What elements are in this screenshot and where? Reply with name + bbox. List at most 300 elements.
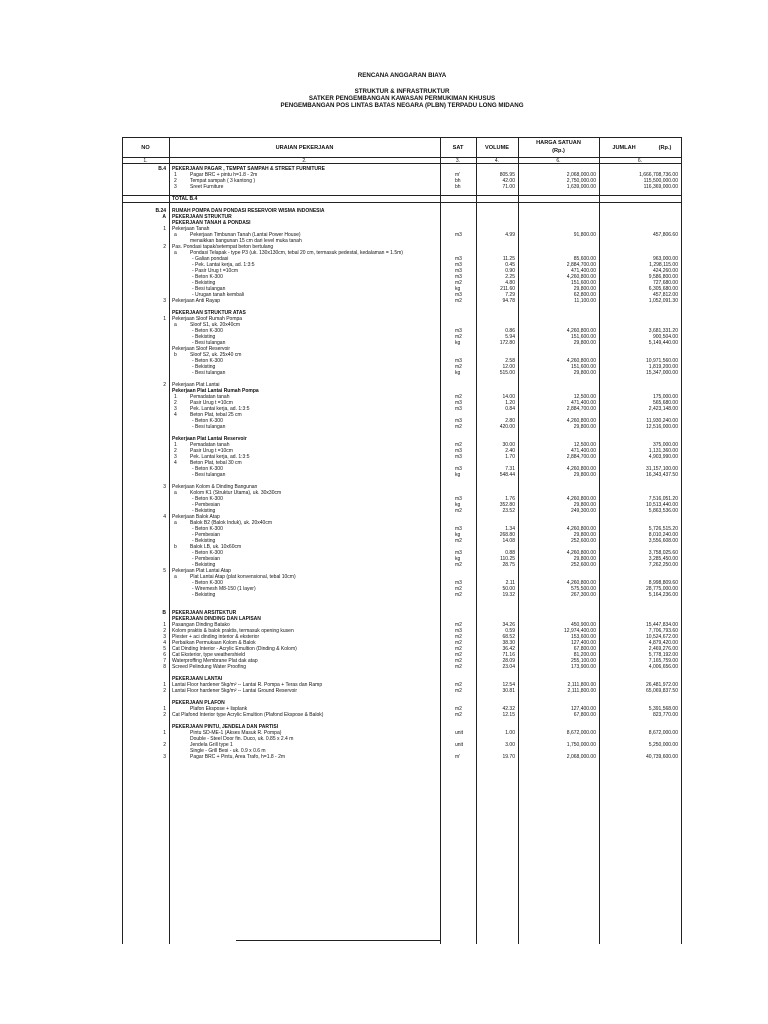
row-unit: m2 — [455, 664, 462, 670]
row-description: Pemadatan tanah — [190, 394, 230, 400]
row-item-letter: 3 — [163, 754, 166, 760]
row-description: Single - Grill Besi - uk. 0.9 x 0.6 m — [190, 748, 266, 754]
row-unit-price: 127,400.00 — [570, 706, 596, 712]
row-total: 424,260.00 — [652, 268, 678, 274]
row-description: Kolom praktis & balok praktis, termasuk opening kusen — [172, 628, 294, 634]
row-item-num: a — [174, 232, 177, 238]
row-unit-price: 29,800.00 — [573, 556, 596, 562]
row-description: Pekerjaan Kolom & Dinding Bangunan — [172, 484, 258, 490]
row-description: Pekerjaan Tanah — [172, 226, 210, 232]
row-description: Pondasi Telapak - type P3 (uk. 130x130cm, tebal 20 cm, termasuk pedestal, kedalaman = 1.5m) — [190, 250, 403, 256]
row-unit: m3 — [455, 232, 462, 238]
row-volume: 420.00 — [499, 424, 515, 430]
row-description: menaikkan bangunan 15 cm dari level muka tanah — [190, 238, 302, 244]
col-index-harga: 6. — [556, 158, 561, 164]
row-item-letter: 7 — [163, 658, 166, 664]
row-description: Pek. Lantai kerja, ad. 1:3:5 — [190, 406, 250, 412]
doc-subtitle: STRUKTUR & INFRASTRUKTUR — [354, 88, 450, 95]
row-item-num: a — [174, 520, 177, 526]
row-description: Balok B2 (Balok Induk), uk. 20x40cm — [190, 520, 272, 526]
row-item-letter: 2 — [163, 382, 166, 388]
row-unit-price: 252,600.00 — [570, 562, 596, 568]
row-total: 565,680.00 — [652, 400, 678, 406]
row-volume: 2.80 — [505, 418, 515, 424]
row-description: - Beton K-300 — [192, 328, 223, 334]
row-unit: kg — [455, 532, 461, 538]
row-total: 15,347,000.00 — [646, 370, 678, 376]
row-section-no: B.4 — [158, 166, 166, 172]
row-volume: 1.00 — [505, 730, 515, 736]
row-unit: m2 — [455, 658, 462, 664]
row-volume: 2.40 — [505, 448, 515, 454]
row-description: Sreet Furniture — [190, 184, 224, 190]
row-total: 5,164,236.00 — [648, 592, 678, 598]
row-volume: 19.70 — [502, 754, 515, 760]
row-item-letter: 8 — [163, 664, 166, 670]
row-unit-price: 471,400.00 — [570, 268, 596, 274]
row-description: Pekerjaan Plat Lantai — [172, 382, 220, 388]
row-unit: m2 — [455, 640, 462, 646]
row-description: - Beton K-300 — [192, 550, 223, 556]
row-total: 457,812.00 — [652, 292, 678, 298]
row-unit: m2 — [455, 424, 462, 430]
row-unit-price: 29,800.00 — [573, 532, 596, 538]
row-description: Pekerjaan Sloof Reservoir — [172, 346, 231, 352]
row-unit-price: 2,111,800.00 — [567, 682, 596, 688]
row-description: PEKERJAAN STRUKTUR — [172, 214, 232, 220]
row-description: Beton Plat, tebal 25 cm — [190, 412, 242, 418]
row-unit-price: 151,600.00 — [570, 364, 596, 370]
row-unit-price: 2,068,000.00 — [566, 754, 596, 760]
row-unit-price: 12,974,400.00 — [564, 628, 596, 634]
row-description: Balok LB, uk. 10x60cm — [190, 544, 242, 550]
row-unit-price: 249,300.00 — [570, 508, 596, 514]
row-unit-price: 29,800.00 — [573, 502, 596, 508]
row-unit-price: 2,884,700.00 — [566, 262, 596, 268]
row-unit: m2 — [455, 634, 462, 640]
row-volume: 28.09 — [502, 658, 515, 664]
row-item-letter: 5 — [163, 568, 166, 574]
row-description: - Urugan tanah kembali — [192, 292, 244, 298]
row-description: - Bekisting — [192, 334, 216, 340]
row-unit: m2 — [455, 688, 462, 694]
row-volume: 28.75 — [502, 562, 515, 568]
row-item-num: a — [174, 574, 177, 580]
row-total: 3,556,608.00 — [648, 538, 678, 544]
row-item-letter: 1 — [163, 682, 166, 688]
row-unit: m3 — [455, 466, 462, 472]
row-unit: m2 — [455, 334, 462, 340]
row-total: 11,930,240.00 — [646, 418, 678, 424]
row-description: PEKERJAAN TANAH & PONDASI — [172, 220, 251, 226]
row-description: PEKERJAAN PLAFON — [172, 700, 225, 706]
row-unit-price: 29,800.00 — [573, 340, 596, 346]
row-unit-price: 2,068,000.00 — [566, 172, 596, 178]
row-total: 963,000.00 — [652, 256, 678, 262]
row-description: Waterproffing Membrane Plat dak atap — [172, 658, 258, 664]
row-description: - Beton K-300 — [192, 580, 223, 586]
row-unit-price: 2,750,000.00 — [566, 178, 596, 184]
doc-satker: SATKER PENGEMBANGAN KAWASAN PERMUKIMAN KHUSUS — [308, 95, 496, 102]
row-total: 65,069,837.50 — [646, 688, 678, 694]
row-unit: m3 — [455, 496, 462, 502]
row-total: 2,469,276.00 — [648, 646, 678, 652]
col-index-volume: 4. — [494, 158, 500, 164]
row-description: Screed Pelindung Water Proofing — [172, 664, 247, 670]
row-unit: bh — [455, 178, 461, 184]
row-total: 1,819,200.00 — [648, 364, 678, 370]
row-unit: m3 — [455, 268, 462, 274]
row-volume: 805.95 — [499, 172, 515, 178]
row-total: 28,775,000.00 — [646, 586, 678, 592]
row-unit: m3 — [455, 400, 462, 406]
row-total: 10,513,440.00 — [646, 502, 678, 508]
row-item-num: 3 — [174, 454, 177, 460]
row-total: 7,262,250.00 — [648, 562, 678, 568]
row-volume: 71.16 — [502, 652, 515, 658]
row-item-letter: 6 — [163, 652, 166, 658]
row-unit: m2 — [455, 280, 462, 286]
row-total: 2,423,148.00 — [648, 406, 678, 412]
row-item-num: a — [174, 322, 177, 328]
row-unit-price: 2,111,800.00 — [567, 688, 596, 694]
row-volume: 0.90 — [505, 268, 515, 274]
row-total: 9,586,800.00 — [648, 274, 678, 280]
row-item-letter: A — [162, 214, 166, 220]
row-unit-price: 91,800.00 — [573, 232, 596, 238]
row-description: Pekerjaan Timbunan Tanah (Lantai Power House) — [190, 232, 301, 238]
row-total: 40,739,600.00 — [646, 754, 678, 760]
row-item-num: 1 — [174, 394, 177, 400]
row-unit-price: 1,750,000.00 — [566, 742, 596, 748]
row-item-num: b — [174, 544, 177, 550]
row-description: Cat Plafond Interior type Acrylic Emultion (Plafond Ekspose & Balok) — [172, 712, 324, 718]
row-unit: m3 — [455, 328, 462, 334]
row-unit: m2 — [455, 586, 462, 592]
row-volume: 0.84 — [505, 406, 515, 412]
row-unit-price: 2,884,700.00 — [566, 406, 596, 412]
row-description: Pemadatan tanah — [190, 442, 230, 448]
row-total: 5,726,515.20 — [648, 526, 678, 532]
row-volume: 36.42 — [502, 646, 515, 652]
row-unit-price: 29,800.00 — [573, 424, 596, 430]
row-description: - Bekisting — [192, 592, 216, 598]
row-unit: m3 — [455, 418, 462, 424]
row-unit: m2 — [455, 682, 462, 688]
row-description: Pekerjaan Plat Lantai Atap — [172, 568, 231, 574]
row-volume: 268.80 — [499, 532, 515, 538]
row-description: - Bekisting — [192, 508, 216, 514]
row-unit-price: 267,300.00 — [570, 592, 596, 598]
row-description: - Beton K-300 — [192, 496, 223, 502]
row-total: 4,903,990.00 — [648, 454, 678, 460]
row-description: Plafon Ekspose + lisplank — [190, 706, 248, 712]
row-volume: 42.32 — [502, 706, 515, 712]
row-volume: 14.00 — [502, 394, 515, 400]
row-total: 15,447,834.00 — [646, 622, 678, 628]
row-total: 10,971,560.00 — [646, 358, 678, 364]
row-description: Pekerjaan Anti Rayap — [172, 298, 221, 304]
row-item-letter: 2 — [163, 628, 166, 634]
row-description: Sloof S1, uk. 20x40cm — [190, 322, 241, 328]
col-uraian: URAIAN PEKERJAAN — [275, 145, 334, 151]
row-description: TOTAL B.4 — [172, 196, 198, 202]
row-total: 115,500,000.00 — [643, 178, 678, 184]
row-unit: m2 — [455, 508, 462, 514]
row-description: Pekerjaan Plat Lantai Reservoir — [172, 436, 247, 442]
row-item-letter: 3 — [163, 484, 166, 490]
row-volume: 38.30 — [502, 640, 515, 646]
row-volume: 12.54 — [502, 682, 515, 688]
row-unit: m2 — [455, 622, 462, 628]
row-description: - Galian pondasi — [192, 256, 229, 262]
row-item-letter: 1 — [163, 226, 166, 232]
row-unit: m3 — [455, 292, 462, 298]
row-description: Pintu SD-ME-1 (Akses Masuk R. Pompa) — [190, 730, 282, 736]
row-unit-price: 151,600.00 — [570, 334, 596, 340]
row-unit: m3 — [455, 580, 462, 586]
row-item-letter: 4 — [163, 514, 166, 520]
row-unit-price: 4,260,800.00 — [566, 358, 596, 364]
col-harga: HARGA SATUAN — [536, 140, 581, 146]
row-unit: m2 — [455, 538, 462, 544]
row-total: 175,000.00 — [652, 394, 678, 400]
row-unit: kg — [455, 556, 461, 562]
row-description: Pek. Lantai kerja, ad. 1:3:5 — [190, 454, 250, 460]
row-total: 26,481,972.00 — [646, 682, 678, 688]
row-unit: kg — [455, 340, 461, 346]
row-item-num: a — [174, 250, 177, 256]
col-jumlah-unit: (Rp.) — [658, 145, 672, 151]
row-volume: 211.60 — [500, 286, 515, 292]
row-unit-price: 450,900.00 — [570, 622, 596, 628]
row-volume: 548.44 — [499, 472, 515, 478]
row-total: 5,250,000.00 — [648, 742, 678, 748]
row-description: PEKERJAAN PAGAR , TEMPAT SAMPAH & STREET FURNITURE — [172, 166, 325, 172]
row-unit: m3 — [455, 256, 462, 262]
row-unit: m3 — [455, 358, 462, 364]
row-total: 1,298,115.00 — [649, 262, 678, 268]
row-item-num: a — [174, 490, 177, 496]
row-unit: m' — [455, 172, 461, 178]
row-description: Pekerjaan Sloof Rumah Pompa — [172, 316, 243, 322]
row-unit: kg — [455, 370, 461, 376]
row-item-num: 3 — [174, 184, 177, 190]
row-total: 823,770.00 — [652, 712, 678, 718]
row-item-letter: 1 — [163, 622, 166, 628]
row-description: - Bekisting — [192, 562, 216, 568]
row-total: 4,006,656.00 — [648, 664, 678, 670]
row-description: - Pek. Lantai kerja, ad. 1:3:5 — [192, 262, 255, 268]
row-unit: m2 — [455, 652, 462, 658]
row-unit-price: 81,200.00 — [573, 652, 596, 658]
row-volume: 71.00 — [502, 184, 515, 190]
row-description: - Pembesian — [192, 502, 221, 508]
row-unit: kg — [455, 502, 461, 508]
row-volume: 68.52 — [502, 634, 515, 640]
row-description: - Beton K-300 — [192, 418, 223, 424]
row-unit-price: 4,260,800.00 — [566, 550, 596, 556]
row-unit: m2 — [455, 442, 462, 448]
row-description: - Besi tulangan — [192, 340, 226, 346]
row-item-num: 4 — [174, 460, 177, 466]
row-section-no: B.24 — [155, 208, 166, 214]
row-unit-price: 151,600.00 — [570, 280, 596, 286]
row-total: 16,343,437.50 — [646, 472, 678, 478]
row-volume: 172.80 — [499, 340, 515, 346]
row-volume: 30.00 — [502, 442, 515, 448]
row-unit: m2 — [455, 394, 462, 400]
row-total: 3,681,331.20 — [648, 328, 678, 334]
row-total: 375,000.00 — [652, 442, 678, 448]
row-unit-price: 4,260,800.00 — [566, 580, 596, 586]
row-unit-price: 4,260,800.00 — [566, 466, 596, 472]
row-description: Pagar BRC + pintu h=1.8 - 2m — [190, 172, 258, 178]
row-unit-price: 252,600.00 — [570, 538, 596, 544]
row-unit-price: 4,260,800.00 — [566, 274, 596, 280]
row-unit-price: 127,400.00 — [570, 640, 596, 646]
row-volume: 12.15 — [502, 712, 515, 718]
row-unit-price: 471,400.00 — [570, 400, 596, 406]
row-description: Pasangan Dinding Batako — [172, 622, 230, 628]
row-description: - Bekisting — [192, 364, 216, 370]
row-description: Pas. Pondasi tapak/setempat beton bertulang — [172, 244, 274, 250]
row-item-num: 4 — [174, 412, 177, 418]
row-total: 1,666,708,736.00 — [639, 172, 678, 178]
row-total: 3,758,025.60 — [648, 550, 678, 556]
row-item-letter: 2 — [163, 688, 166, 694]
row-unit-price: 4,260,800.00 — [566, 496, 596, 502]
row-volume: 23.04 — [502, 664, 515, 670]
row-description: Beton Plat, tebal 30 cm — [190, 460, 242, 466]
row-unit-price: 1,639,000.00 — [566, 184, 596, 190]
row-item-letter: 1 — [163, 316, 166, 322]
row-unit-price: 153,600.00 — [570, 634, 596, 640]
row-volume: 3.00 — [505, 742, 515, 748]
col-volume: VOLUME — [485, 145, 509, 151]
row-volume: 2.11 — [505, 580, 515, 586]
row-item-letter: 3 — [163, 298, 166, 304]
row-item-letter: 4 — [163, 640, 166, 646]
row-unit-price: 173,900.00 — [570, 664, 596, 670]
row-description: - Pembesian — [192, 532, 221, 538]
row-volume: 7.31 — [505, 466, 515, 472]
row-description: - Beton K-300 — [192, 466, 223, 472]
row-total: 6,305,680.00 — [648, 286, 678, 292]
row-unit: unit — [455, 730, 464, 736]
row-volume: 2.25 — [505, 274, 515, 280]
row-item-letter: 1 — [163, 706, 166, 712]
row-unit-price: 29,800.00 — [573, 370, 596, 376]
row-item-letter: 2 — [163, 244, 166, 250]
col-harga-unit: (Rp.) — [552, 148, 565, 154]
row-description: Sloof S2, uk. 25x40 cm — [190, 352, 242, 358]
col-index-no: 1. — [143, 158, 148, 164]
row-unit: m2 — [455, 706, 462, 712]
row-item-num: b — [174, 352, 177, 358]
row-total: 7,165,759.00 — [648, 658, 678, 664]
row-unit-price: 12,500.00 — [573, 442, 596, 448]
row-volume: 34.26 — [502, 622, 515, 628]
row-description: PEKERJAAN ARSITEKTUR — [172, 610, 237, 616]
row-volume: 515.00 — [499, 370, 515, 376]
row-total: 8,672,000.00 — [648, 730, 678, 736]
row-total: 727,680.00 — [652, 280, 678, 286]
col-no: NO — [141, 145, 150, 151]
row-volume: 1.34 — [505, 526, 515, 532]
row-item-letter: 1 — [163, 730, 166, 736]
row-description: Double - Steel Door fin. Duco, uk. 0.85 x 2.4 m — [190, 736, 294, 742]
row-total: 116,369,000.00 — [643, 184, 678, 190]
row-unit-price: 62,800.00 — [573, 292, 596, 298]
row-description: Pagar BRC + Pintu, Area Trafo, h=1.8 - 2m — [190, 754, 286, 760]
row-description: - Beton K-300 — [192, 358, 223, 364]
col-index-uraian: 2. — [302, 158, 307, 164]
row-total: 3,285,450.00 — [648, 556, 678, 562]
row-unit-price: 67,800.00 — [573, 712, 596, 718]
row-volume: 12.00 — [502, 364, 515, 370]
row-unit-price: 4,260,800.00 — [566, 526, 596, 532]
row-total: 31,157,100.00 — [646, 466, 678, 472]
row-unit: m3 — [455, 628, 462, 634]
row-description: Pasir Urug t =10cm — [190, 448, 233, 454]
col-index-jumlah: 6. — [637, 158, 643, 164]
row-description: Tempat sampah ( 3 kantong ) — [190, 178, 256, 184]
row-item-letter: 3 — [163, 634, 166, 640]
row-unit-price: 11,100.00 — [574, 298, 596, 304]
row-volume: 0.88 — [505, 550, 515, 556]
row-description: - Bekisting — [192, 280, 216, 286]
row-description: Plat Lantai Atap (plat konvensional, tebal 10cm) — [190, 574, 296, 580]
row-description: Cat Eksterior, type weathershield — [172, 652, 246, 658]
row-volume: 42.00 — [502, 178, 515, 184]
row-volume: 110.25 — [500, 556, 515, 562]
row-unit-price: 29,800.00 — [573, 472, 596, 478]
row-total: 5,778,192.00 — [648, 652, 678, 658]
row-unit: kg — [455, 472, 461, 478]
row-unit: m2 — [455, 646, 462, 652]
row-volume: 14.08 — [502, 538, 515, 544]
row-unit: m3 — [455, 448, 462, 454]
row-description: - Besi tulangan — [192, 370, 226, 376]
row-total: 8,010,240.00 — [648, 532, 678, 538]
row-description: Kolom K1 (Struktur Utama), uk. 30x30cm — [190, 490, 282, 496]
row-unit-price: 4,260,800.00 — [566, 328, 596, 334]
row-description: Lantai Floor hardener 5kg/m² -- Lantai Ground Reservoir — [172, 688, 298, 694]
row-unit: unit — [455, 742, 464, 748]
row-unit-price: 471,400.00 — [570, 448, 596, 454]
row-description: PEKERJAAN STRUKTUR ATAS — [172, 310, 246, 316]
row-item-letter: 2 — [163, 742, 166, 748]
row-volume: 23.52 — [502, 508, 515, 514]
row-unit: m2 — [455, 364, 462, 370]
row-volume: 30.81 — [502, 688, 515, 694]
row-total: 5,391,568.00 — [648, 706, 678, 712]
row-total: 900,504.00 — [652, 334, 678, 340]
doc-title: RENCANA ANGGARAN BIAYA — [357, 72, 447, 79]
row-unit: m3 — [455, 550, 462, 556]
col-index-sat: 3. — [455, 158, 461, 164]
row-unit-price: 4,260,800.00 — [566, 418, 596, 424]
row-volume: 352.80 — [499, 502, 515, 508]
row-unit: m3 — [455, 262, 462, 268]
row-unit: m3 — [455, 454, 462, 460]
row-description: Pekerjaan Balok Atap — [172, 514, 220, 520]
row-volume: 1.70 — [505, 454, 515, 460]
col-sat: SAT — [452, 145, 464, 151]
row-volume: 19.32 — [502, 592, 515, 598]
row-total: 12,516,000.00 — [646, 424, 678, 430]
